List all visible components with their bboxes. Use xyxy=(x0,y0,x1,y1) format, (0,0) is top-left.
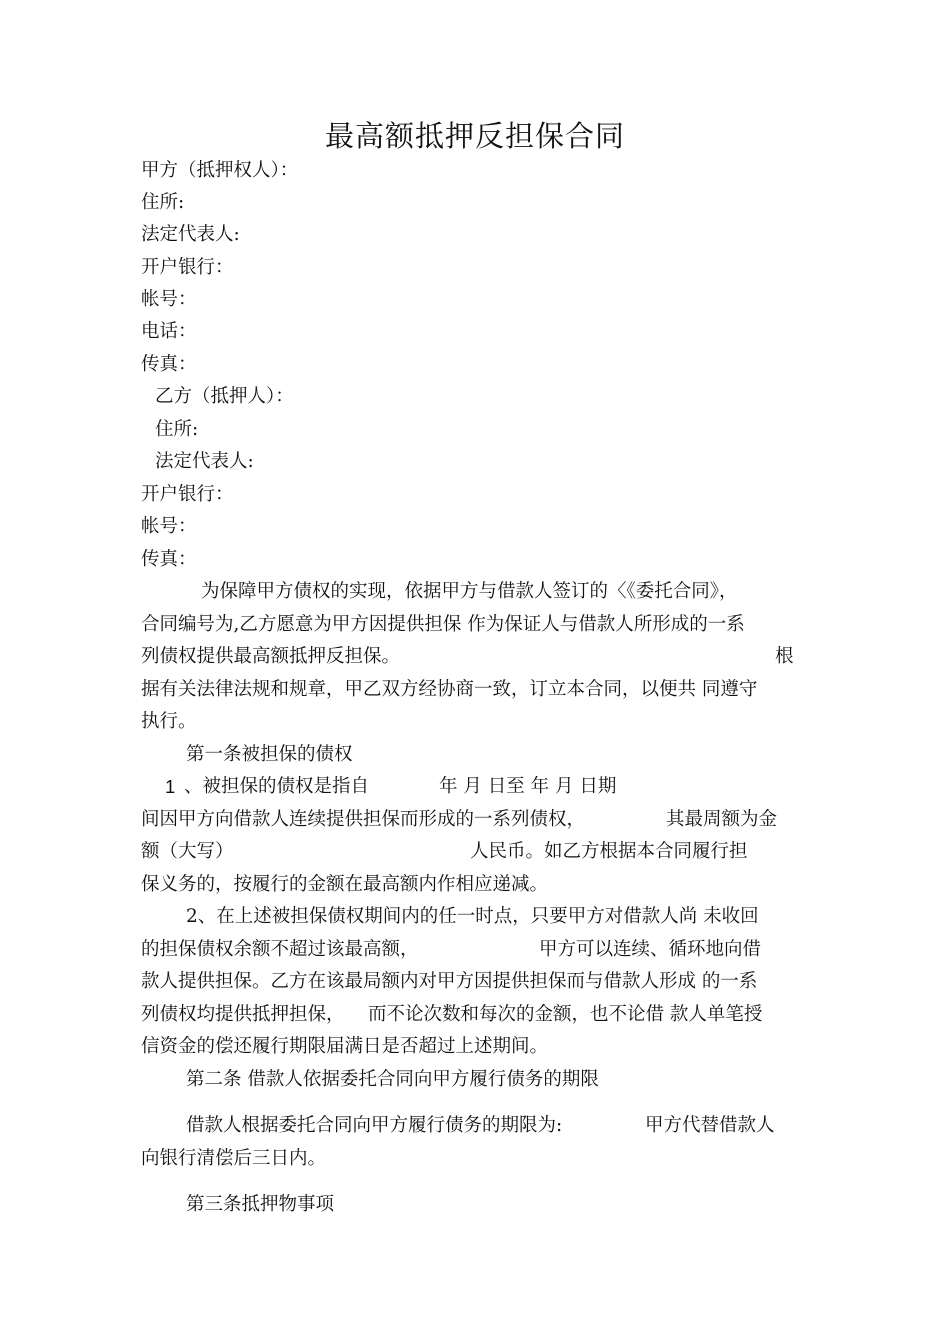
clause-2-line-4-end: 而不论次数和每次的金额，也不论借 款人单笔授 xyxy=(368,1004,763,1025)
clause-1-line-4: 保义务的，按履行的金额在最高额内作相应递减。 xyxy=(141,874,549,895)
article-3-heading: 第三条抵押物事项 xyxy=(186,1194,335,1215)
document-title: 最高额抵押反担保合同 xyxy=(324,119,625,153)
party-a-bank: 开户银行： xyxy=(141,257,234,278)
preamble-line-5: 执行。 xyxy=(141,711,197,732)
clause-1-line-3-end: 人民币。如乙方根据本合同履行担 xyxy=(470,841,748,862)
party-a-fax: 传真： xyxy=(141,354,197,375)
clause-1-line-3: 额（大写） xyxy=(141,841,234,862)
party-a-address: 住所: xyxy=(141,192,185,213)
party-b-fax: 传真： xyxy=(141,549,197,570)
article-2-heading: 第二条 借款人依据委托合同向甲方履行债务的期限 xyxy=(186,1069,599,1090)
preamble-line-4: 据有关法律法规和规章，甲乙双方经协商一致，订立本合同，以便共 同遵守 xyxy=(141,679,758,700)
clause-2-line-5: 信资金的偿还履行期限届满日是否超过上述期间。 xyxy=(141,1036,549,1057)
preamble-line-3-end: 根 xyxy=(775,646,794,667)
party-b-account: 帐号： xyxy=(141,516,197,537)
clause-2-line-3: 款人提供担保。乙方在该最局额内对甲方因提供担保而与借款人形成 的一系 xyxy=(141,971,758,992)
article-2-line-2: 向银行清偿后三日内。 xyxy=(141,1148,327,1169)
party-a-heading: 甲方（抵押权人）： xyxy=(141,160,299,181)
party-a-legal-rep: 法定代表人: xyxy=(141,224,240,245)
party-a-account: 帐号： xyxy=(141,289,197,310)
preamble-line-1: 为保障甲方债权的实现，依据甲方与借款人签订的〈《委托合同》， xyxy=(201,581,738,602)
article-2-line-1-end: 甲方代替借款人 xyxy=(645,1115,775,1136)
party-b-heading: 乙方（抵押人）： xyxy=(155,386,294,407)
preamble-line-3: 列债权提供最高额抵押反担保。 xyxy=(141,646,401,667)
clause-2-line-1: 2、在上述被担保债权期间内的任一时点，只要甲方对借款人尚 未收回 xyxy=(186,906,759,927)
clause-1-date-range: 年 月 日至 年 月 日期 xyxy=(439,776,617,797)
article-2-line-1: 借款人根据委托合同向甲方履行债务的期限为: xyxy=(186,1115,563,1136)
clause-1-line-2: 间因甲方向借款人连续提供担保而形成的一系列债权， xyxy=(141,809,586,830)
article-1-heading: 第一条被担保的债权 xyxy=(186,744,353,765)
clause-2-line-2-end: 甲方可以连续、循环地向借 xyxy=(539,939,762,960)
clause-1-number: 1 xyxy=(165,776,176,797)
preamble-line-2: 合同编号为,乙方愿意为甲方因提供担保 作为保证人与借款人所形成的一系 xyxy=(141,614,745,635)
party-a-phone: 电话： xyxy=(141,321,197,342)
clause-1-line-2-end: 其最周额为金 xyxy=(666,809,778,830)
clause-2-line-2: 的担保债权余额不超过该最高额， xyxy=(141,939,419,960)
party-b-bank: 开户银行： xyxy=(141,484,234,505)
clause-1-line-1: 、被担保的债权是指自 xyxy=(184,776,370,797)
party-b-address: 住所: xyxy=(155,419,199,440)
clause-2-line-4: 列债权均提供抵押担保， xyxy=(141,1004,345,1025)
party-b-legal-rep: 法定代表人: xyxy=(155,451,254,472)
